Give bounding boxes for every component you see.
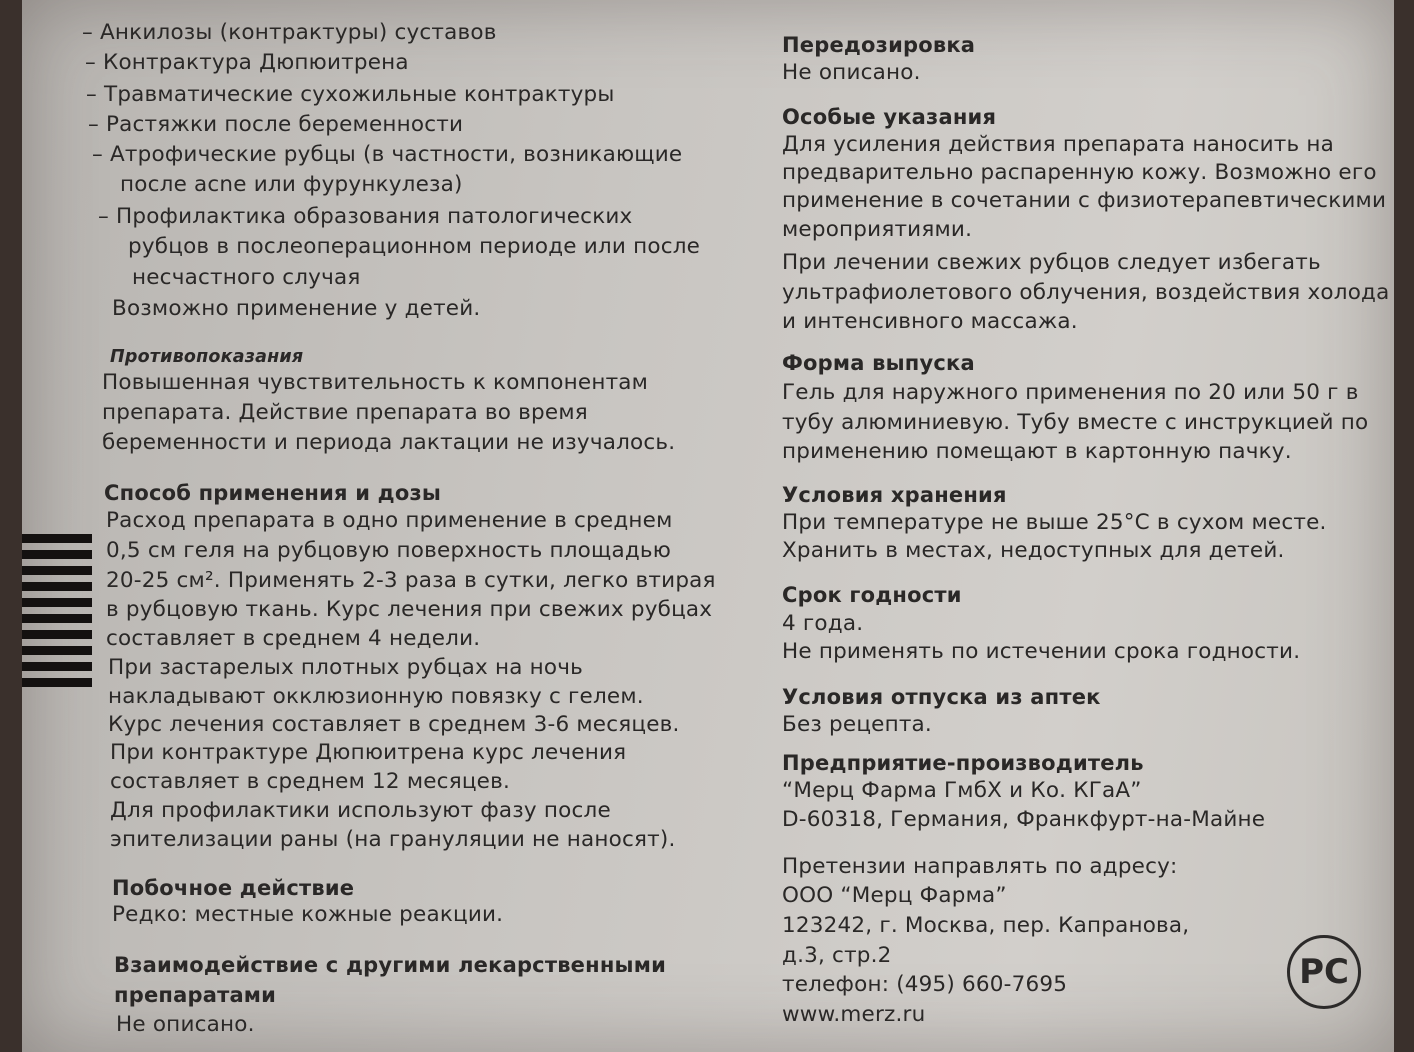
contraindications-text: препарата. Действие препарата во время — [102, 400, 588, 425]
dispensing-heading: Условия отпуска из аптек — [782, 685, 1101, 709]
contraindications-text: беременности и периода лактации не изучалось. — [102, 430, 676, 455]
indication-item: – Анкилозы (контрактуры) суставов — [82, 20, 497, 45]
interactions-text: Не описано. — [116, 1012, 255, 1037]
dosage-text: в рубцовую ткань. Курс лечения при свежих рубцах — [106, 597, 713, 622]
manufacturer-text: D-60318, Германия, Франкфурт-на-Майне — [782, 807, 1266, 832]
claims-text: ООО “Мерц Фарма” — [782, 883, 1007, 908]
dosage-heading: Способ применения и дозы — [104, 481, 442, 505]
manufacturer-heading: Предприятие-производитель — [782, 751, 1144, 775]
dosage-text: 20-25 см². Применять 2-3 раза в сутки, легко втирая — [106, 568, 716, 593]
indication-item: – Растяжки после беременности — [88, 112, 464, 137]
dosage-text: Для профилактики используют фазу после — [110, 798, 611, 823]
storage-text: Хранить в местах, недоступных для детей. — [782, 538, 1285, 563]
claims-text: телефон: (495) 660-7695 — [782, 972, 1068, 997]
release-form-text: Гель для наружного применения по 20 или 50 г в — [782, 380, 1359, 405]
dosage-text: эпителизации раны (на грануляции не наносят). — [110, 827, 676, 852]
indication-item-cont: рубцов в послеоперационном периоде или после — [128, 234, 701, 259]
side-effects-heading: Побочное действие — [112, 876, 355, 900]
dosage-text: составляет в среднем 4 недели. — [106, 626, 481, 651]
shelf-life-heading: Срок годности — [782, 583, 962, 607]
dosage-text: Расход препарата в одно применение в среднем — [106, 508, 673, 533]
special-instructions-text: мероприятиями. — [782, 217, 973, 242]
shelf-life-text: 4 года. — [782, 611, 864, 636]
special-instructions-text: Для усиления действия препарата наносить на — [782, 132, 1335, 157]
manufacturer-text: “Мерц Фарма ГмбХ и Ко. КГаА” — [782, 778, 1142, 803]
indication-item-cont: несчастного случая — [132, 265, 361, 290]
claims-text: Претензии направлять по адресу: — [782, 854, 1178, 879]
dosage-text: 0,5 см геля на рубцовую поверхность площадью — [106, 538, 672, 563]
overdose-heading: Передозировка — [782, 33, 976, 57]
certification-mark-icon — [1287, 935, 1361, 1009]
right-column — [782, 0, 1402, 1052]
dosage-text: составляет в среднем 12 месяцев. — [110, 769, 510, 794]
left-column — [82, 0, 760, 1052]
interactions-heading: Взаимодействие с другими лекарственными — [114, 953, 667, 977]
dosage-text: накладывают окклюзионную повязку с гелем. — [108, 684, 644, 709]
shelf-life-text: Не применять по истечении срока годности. — [782, 639, 1301, 664]
special-instructions-heading: Особые указания — [782, 105, 997, 129]
certification-mark-text: РС — [1299, 952, 1349, 992]
indication-item: – Профилактика образования патологических — [98, 204, 633, 229]
special-instructions-text: предварительно распаренную кожу. Возможно его — [782, 160, 1377, 185]
leaflet-page — [22, 0, 1394, 1052]
contraindications-heading: Противопоказания — [110, 347, 304, 367]
indication-item-cont: после acne или фурункулеза) — [120, 172, 463, 197]
special-instructions-text: применение в сочетании с физиотерапевтическими — [782, 188, 1387, 213]
claims-text: www.merz.ru — [782, 1002, 926, 1027]
release-form-heading: Форма выпуска — [782, 351, 975, 375]
side-effects-text: Редко: местные кожные реакции. — [112, 902, 504, 927]
dosage-text: При контрактуре Дюпюитрена курс лечения — [110, 740, 627, 765]
storage-text: При температуре не выше 25°С в сухом месте. — [782, 510, 1327, 535]
release-form-text: тубу алюминиевую. Тубу вместе с инструкцией по — [782, 410, 1369, 435]
claims-text: д.3, стр.2 — [782, 943, 892, 968]
special-instructions-text: и интенсивного массажа. — [782, 309, 1078, 334]
claims-text: 123242, г. Москва, пер. Капранова, — [782, 913, 1190, 938]
interactions-heading-cont: препаратами — [114, 983, 277, 1007]
contraindications-text: Повышенная чувствительность к компонентам — [102, 370, 649, 395]
dosage-text: При застарелых плотных рубцах на ночь — [108, 655, 584, 680]
indication-item: – Атрофические рубцы (в частности, возникающие — [92, 142, 683, 167]
release-form-text: применению помещают в картонную пачку. — [782, 439, 1292, 464]
dispensing-text: Без рецепта. — [782, 712, 932, 737]
storage-heading: Условия хранения — [782, 483, 1007, 507]
indication-item: – Контрактура Дюпюитрена — [85, 50, 409, 75]
dosage-text: Курс лечения составляет в среднем 3-6 месяцев. — [108, 712, 680, 737]
special-instructions-text: ультрафиолетового облучения, воздействия холода — [782, 280, 1390, 305]
overdose-text: Не описано. — [782, 60, 921, 85]
special-instructions-text: При лечении свежих рубцов следует избегать — [782, 250, 1321, 275]
indication-item: – Травматические сухожильные контрактуры — [86, 82, 615, 107]
children-note: Возможно применение у детей. — [112, 296, 481, 321]
barcode-marks — [22, 534, 92, 694]
